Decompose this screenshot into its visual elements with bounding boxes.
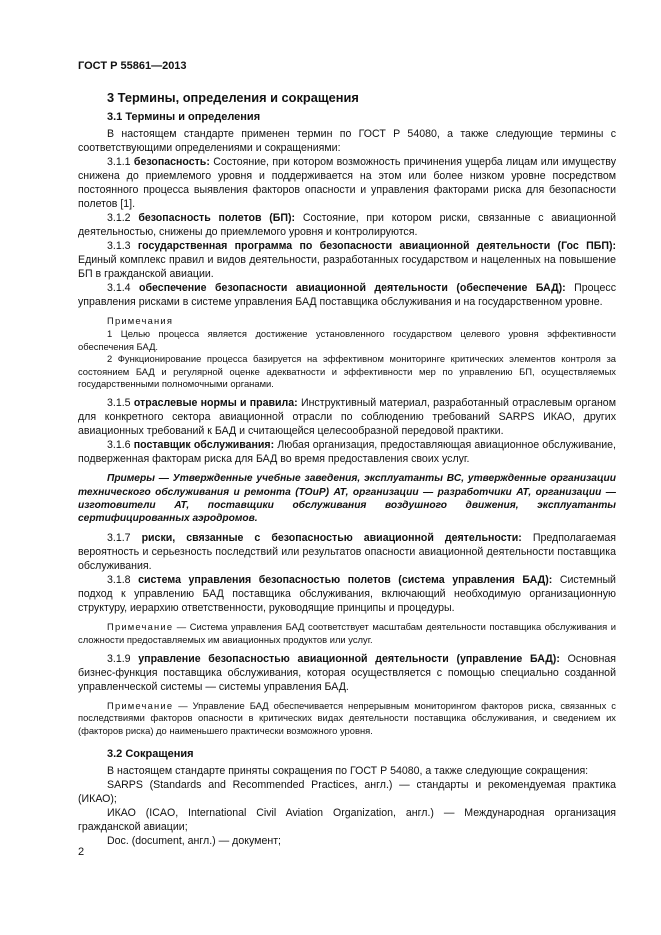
notes-title: Примечания — [107, 315, 174, 326]
note-block: Примечание — Система управления БАД соответствует масштабам деятельности поставщика обслуживания и сложности предоставляемых им авиационных продуктов или услуг. — [78, 621, 616, 645]
subsection-title-terms: 3.1 Термины и определения — [107, 111, 261, 123]
note-item: 2 Функционирование процесса базируется на эффективном мониторинге критических элементов контроля за состоянием БАД и регулярной оценке адекватности и эффективности мер по управлению БП, осуществляемых государственными полномочными органами. — [78, 353, 616, 390]
term-entry: 3.1.5 отраслевые нормы и правила: Инструктивный материал, разработанный отраслевым органом для конкретного сектора авиационной отрасли по соблюдению требований SARPS ИКАО, других авиационных требований к БАД и считающейся целесообразной передовой практики. — [78, 397, 616, 438]
term-name: безопасность: — [133, 156, 210, 168]
notes-block — [78, 315, 616, 390]
document-header: ГОСТ Р 55861—2013 — [78, 60, 187, 72]
term-entry: 3.1.6 поставщик обслуживания: Любая организация, предоставляющая авиационное обслуживание, подверженная факторам риска для БАД во время предоставления своих услуг. — [78, 439, 616, 466]
example-block: Примеры — Утвержденные учебные заведения, эксплуатанты ВС, утвержденные организации технического обслуживания и ремонта (ТОиР) АТ, организации — разработчики АТ, организации — изготовители АТ, поставщики обслуживания воздушного движения, эксплуатанты сертифицированных аэродромов. — [78, 473, 616, 525]
term-name: государственная программа по безопасности авиационной деятельности (Гос ПБП): — [137, 240, 616, 252]
term-name: обеспечение безопасности авиационной деятельности (обеспечение БАД): — [139, 282, 566, 294]
term-name: управление безопасностью авиационной деятельности (управление БАД): — [138, 653, 560, 666]
intro-paragraph: В настоящем стандарте применен термин по ГОСТ Р 54080, а также следующие термины с соответствующими определениями и сокращениями: — [78, 128, 616, 154]
term-entry: 3.1.4 обеспечение безопасности авиационной деятельности (обеспечение БАД): Процесс управления рисками в системе управления БАД поставщика обслуживания и на государственном уровне. — [78, 282, 616, 308]
term-entry: 3.1.1 безопасность: Состояние, при котором возможность причинения ущерба лицам или имуществу снижена до приемлемого уровня и поддерживается на этом или более низком уровне посредством постоянного процесса выявления факторов опасности и управления факторами риска для безопасности полетов [1]. — [78, 156, 616, 210]
intro-paragraph: В настоящем стандарте приняты сокращения по ГОСТ Р 54080, а также следующие сокращения: — [107, 765, 589, 778]
term-name: отраслевые нормы и правила: — [133, 397, 298, 410]
term-entry: 3.1.2 безопасность полетов (БП): Состояние, при котором риски, связанные с авиационной деятельностью, снижены до приемлемого уровня и контролируются. — [78, 212, 617, 238]
note-item: 1 Целью процесса является достижение установленного государством целевого уровня эффективности обеспечения БАД. — [78, 328, 616, 352]
term-name: система управления безопасностью полетов (система управления БАД): — [138, 574, 553, 587]
section-title: 3 Термины, определения и сокращения — [107, 90, 359, 105]
term-name: риски, связанные с безопасностью авиационной деятельности: — [141, 532, 522, 545]
abbreviation-entry: SARPS (Standards and Recommended Practices, англ.) — стандарты и рекомендуемая практика (ИКАО); — [78, 779, 616, 806]
abbreviation-entry: ИКАО (ICAO, International Civil Aviation Organization, англ.) — Международная организация гражданской авиации; — [78, 807, 616, 834]
page-content — [78, 90, 616, 848]
term-entry: 3.1.9 управление безопасностью авиационной деятельности (управление БАД): Основная бизнес-функция поставщика обслуживания, которая осуществляется с помощью специально созданной управленческой системы — системы управления БАД. — [78, 653, 616, 694]
note-label: Примечание — [107, 621, 174, 633]
term-name: поставщик обслуживания: — [133, 439, 275, 452]
note-label: Примечание — [107, 700, 174, 712]
abbreviation-entry: Doc. (document, англ.) — документ; — [107, 835, 281, 848]
subsection-title-abbreviations: 3.2 Сокращения — [107, 748, 194, 761]
term-name: безопасность полетов (БП): — [138, 212, 296, 224]
page-number: 2 — [78, 846, 85, 858]
term-entry: 3.1.7 риски, связанные с безопасностью авиационной деятельности: Предполагаемая вероятность и серьезность последствий или результатов опасности авиационной деятельности поставщика обслуживания. — [78, 532, 616, 573]
term-entry: 3.1.8 система управления безопасностью полетов (система управления БАД): Системный подход к управлению БАД поставщика обслуживания, включающий необходимую организационную структуру, иерархию ответственности, руководящие принципы и процедуры. — [78, 574, 616, 615]
note-block: Примечание — Управление БАД обеспечивается непрерывным мониторингом факторов риска, связанных с последствиями факторов опасности в критических видах деятельности поставщика обслуживания, и сведением их (факторов риска) до наименьшего практически возможного уровня. — [78, 700, 616, 736]
term-entry: 3.1.3 государственная программа по безопасности авиационной деятельности (Гос ПБП): Единый комплекс правил и видов деятельности, разработанных государством и нацеленных на повышение БП в гражданской авиации. — [78, 240, 616, 280]
